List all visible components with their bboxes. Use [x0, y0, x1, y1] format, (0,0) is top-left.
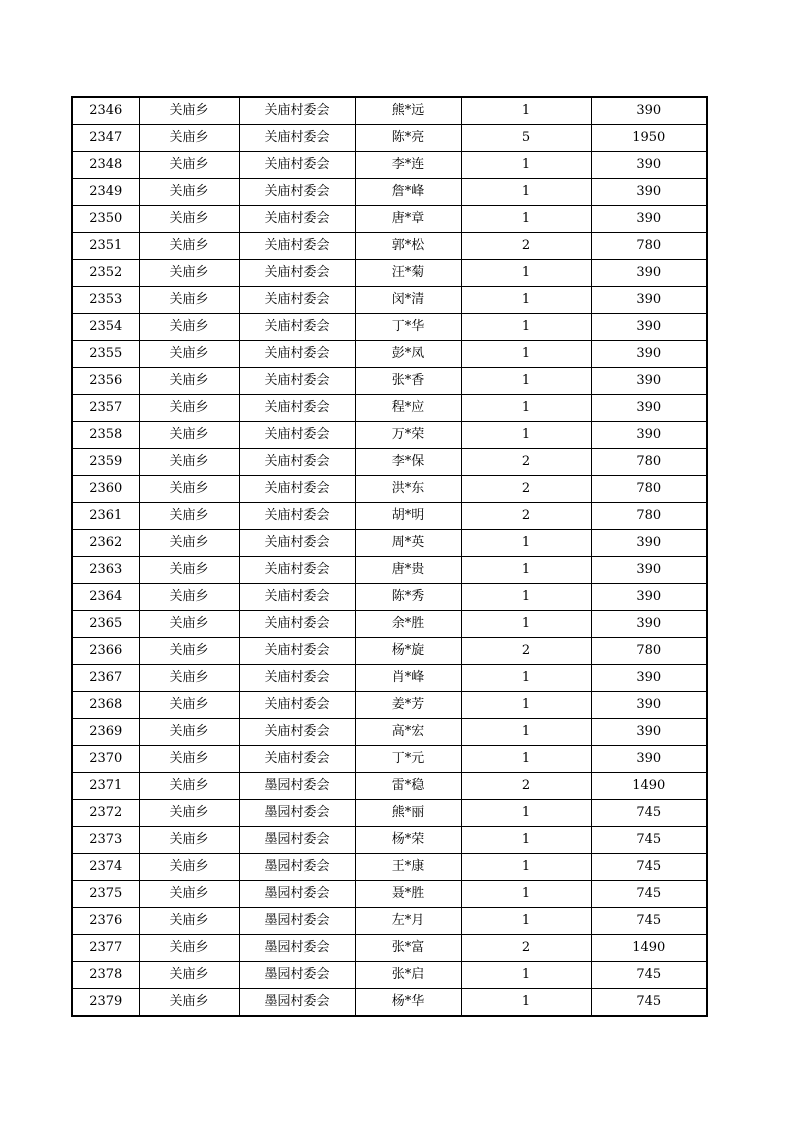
name-cell: 熊*丽 [355, 800, 461, 827]
name-cell: 熊*远 [355, 97, 461, 125]
name-cell: 杨*华 [355, 989, 461, 1017]
count-cell: 2 [461, 449, 591, 476]
count-cell: 1 [461, 665, 591, 692]
table-row [72, 557, 707, 584]
name-cell: 张*富 [355, 935, 461, 962]
table-row [72, 989, 707, 1017]
name-cell: 张*香 [355, 368, 461, 395]
village-committee-cell: 墨园村委会 [239, 773, 355, 800]
amount-cell: 745 [591, 881, 707, 908]
amount-cell: 390 [591, 395, 707, 422]
count-cell: 1 [461, 287, 591, 314]
amount-cell: 390 [591, 557, 707, 584]
amount-cell: 745 [591, 827, 707, 854]
count-cell: 1 [461, 395, 591, 422]
name-cell: 肖*峰 [355, 665, 461, 692]
serial-number-cell: 2350 [72, 206, 139, 233]
name-cell: 余*胜 [355, 611, 461, 638]
table-row [72, 611, 707, 638]
village-committee-cell: 关庙村委会 [239, 152, 355, 179]
name-cell: 王*康 [355, 854, 461, 881]
table-row [72, 233, 707, 260]
table-row [72, 206, 707, 233]
amount-cell: 1490 [591, 935, 707, 962]
count-cell: 1 [461, 206, 591, 233]
data-table [71, 96, 708, 1017]
count-cell: 2 [461, 935, 591, 962]
amount-cell: 780 [591, 503, 707, 530]
count-cell: 1 [461, 962, 591, 989]
village-committee-cell: 墨园村委会 [239, 800, 355, 827]
village-committee-cell: 关庙村委会 [239, 125, 355, 152]
serial-number-cell: 2373 [72, 827, 139, 854]
amount-cell: 390 [591, 260, 707, 287]
serial-number-cell: 2369 [72, 719, 139, 746]
township-cell: 关庙乡 [139, 476, 239, 503]
serial-number-cell: 2346 [72, 97, 139, 125]
serial-number-cell: 2367 [72, 665, 139, 692]
name-cell: 高*宏 [355, 719, 461, 746]
table-row [72, 665, 707, 692]
serial-number-cell: 2353 [72, 287, 139, 314]
name-cell: 唐*贵 [355, 557, 461, 584]
village-committee-cell: 关庙村委会 [239, 557, 355, 584]
table-row [72, 881, 707, 908]
serial-number-cell: 2360 [72, 476, 139, 503]
serial-number-cell: 2377 [72, 935, 139, 962]
table-row [72, 800, 707, 827]
village-committee-cell: 关庙村委会 [239, 341, 355, 368]
serial-number-cell: 2351 [72, 233, 139, 260]
serial-number-cell: 2363 [72, 557, 139, 584]
count-cell: 1 [461, 314, 591, 341]
count-cell: 1 [461, 557, 591, 584]
township-cell: 关庙乡 [139, 503, 239, 530]
serial-number-cell: 2365 [72, 611, 139, 638]
count-cell: 1 [461, 260, 591, 287]
table-row [72, 449, 707, 476]
table-row [72, 395, 707, 422]
village-committee-cell: 墨园村委会 [239, 962, 355, 989]
amount-cell: 780 [591, 476, 707, 503]
village-committee-cell: 关庙村委会 [239, 719, 355, 746]
count-cell: 1 [461, 881, 591, 908]
serial-number-cell: 2368 [72, 692, 139, 719]
amount-cell: 780 [591, 638, 707, 665]
name-cell: 杨*旋 [355, 638, 461, 665]
count-cell: 1 [461, 908, 591, 935]
name-cell: 万*荣 [355, 422, 461, 449]
serial-number-cell: 2361 [72, 503, 139, 530]
count-cell: 1 [461, 746, 591, 773]
amount-cell: 390 [591, 341, 707, 368]
township-cell: 关庙乡 [139, 773, 239, 800]
township-cell: 关庙乡 [139, 854, 239, 881]
name-cell: 丁*元 [355, 746, 461, 773]
count-cell: 1 [461, 368, 591, 395]
village-committee-cell: 墨园村委会 [239, 935, 355, 962]
amount-cell: 390 [591, 665, 707, 692]
amount-cell: 390 [591, 719, 707, 746]
village-committee-cell: 墨园村委会 [239, 827, 355, 854]
village-committee-cell: 关庙村委会 [239, 422, 355, 449]
serial-number-cell: 2356 [72, 368, 139, 395]
count-cell: 1 [461, 854, 591, 881]
township-cell: 关庙乡 [139, 422, 239, 449]
serial-number-cell: 2371 [72, 773, 139, 800]
amount-cell: 390 [591, 692, 707, 719]
name-cell: 周*英 [355, 530, 461, 557]
amount-cell: 390 [591, 746, 707, 773]
village-committee-cell: 关庙村委会 [239, 395, 355, 422]
serial-number-cell: 2359 [72, 449, 139, 476]
serial-number-cell: 2372 [72, 800, 139, 827]
amount-cell: 390 [591, 584, 707, 611]
township-cell: 关庙乡 [139, 260, 239, 287]
name-cell: 聂*胜 [355, 881, 461, 908]
serial-number-cell: 2355 [72, 341, 139, 368]
count-cell: 1 [461, 827, 591, 854]
name-cell: 洪*东 [355, 476, 461, 503]
name-cell: 程*应 [355, 395, 461, 422]
township-cell: 关庙乡 [139, 530, 239, 557]
name-cell: 雷*稳 [355, 773, 461, 800]
village-committee-cell: 关庙村委会 [239, 530, 355, 557]
count-cell: 1 [461, 97, 591, 125]
count-cell: 2 [461, 773, 591, 800]
township-cell: 关庙乡 [139, 152, 239, 179]
table-row [72, 476, 707, 503]
amount-cell: 390 [591, 287, 707, 314]
village-committee-cell: 墨园村委会 [239, 854, 355, 881]
table-row [72, 530, 707, 557]
village-committee-cell: 关庙村委会 [239, 314, 355, 341]
township-cell: 关庙乡 [139, 206, 239, 233]
township-cell: 关庙乡 [139, 746, 239, 773]
serial-number-cell: 2379 [72, 989, 139, 1017]
amount-cell: 390 [591, 314, 707, 341]
township-cell: 关庙乡 [139, 125, 239, 152]
count-cell: 2 [461, 233, 591, 260]
name-cell: 丁*华 [355, 314, 461, 341]
amount-cell: 390 [591, 179, 707, 206]
amount-cell: 780 [591, 449, 707, 476]
amount-cell: 390 [591, 97, 707, 125]
village-committee-cell: 关庙村委会 [239, 611, 355, 638]
township-cell: 关庙乡 [139, 287, 239, 314]
count-cell: 1 [461, 584, 591, 611]
table-row [72, 692, 707, 719]
count-cell: 1 [461, 341, 591, 368]
table-row [72, 152, 707, 179]
village-committee-cell: 关庙村委会 [239, 638, 355, 665]
count-cell: 1 [461, 692, 591, 719]
amount-cell: 745 [591, 800, 707, 827]
count-cell: 2 [461, 476, 591, 503]
amount-cell: 390 [591, 611, 707, 638]
serial-number-cell: 2376 [72, 908, 139, 935]
township-cell: 关庙乡 [139, 908, 239, 935]
name-cell: 李*保 [355, 449, 461, 476]
township-cell: 关庙乡 [139, 881, 239, 908]
township-cell: 关庙乡 [139, 719, 239, 746]
table-row [72, 935, 707, 962]
amount-cell: 745 [591, 854, 707, 881]
count-cell: 1 [461, 179, 591, 206]
name-cell: 彭*凤 [355, 341, 461, 368]
village-committee-cell: 关庙村委会 [239, 449, 355, 476]
township-cell: 关庙乡 [139, 179, 239, 206]
table-row [72, 314, 707, 341]
township-cell: 关庙乡 [139, 935, 239, 962]
amount-cell: 390 [591, 206, 707, 233]
village-committee-cell: 关庙村委会 [239, 206, 355, 233]
table-row [72, 97, 707, 125]
amount-cell: 745 [591, 989, 707, 1017]
serial-number-cell: 2347 [72, 125, 139, 152]
name-cell: 陈*亮 [355, 125, 461, 152]
table-row [72, 773, 707, 800]
village-committee-cell: 关庙村委会 [239, 260, 355, 287]
village-committee-cell: 关庙村委会 [239, 692, 355, 719]
township-cell: 关庙乡 [139, 692, 239, 719]
count-cell: 2 [461, 503, 591, 530]
count-cell: 1 [461, 422, 591, 449]
table-row [72, 719, 707, 746]
township-cell: 关庙乡 [139, 665, 239, 692]
name-cell: 詹*峰 [355, 179, 461, 206]
count-cell: 1 [461, 800, 591, 827]
village-committee-cell: 关庙村委会 [239, 287, 355, 314]
township-cell: 关庙乡 [139, 611, 239, 638]
amount-cell: 390 [591, 530, 707, 557]
table-row [72, 422, 707, 449]
amount-cell: 390 [591, 152, 707, 179]
township-cell: 关庙乡 [139, 962, 239, 989]
name-cell: 杨*荣 [355, 827, 461, 854]
table-row [72, 341, 707, 368]
table-row [72, 746, 707, 773]
township-cell: 关庙乡 [139, 368, 239, 395]
name-cell: 姜*芳 [355, 692, 461, 719]
count-cell: 1 [461, 152, 591, 179]
amount-cell: 390 [591, 422, 707, 449]
amount-cell: 390 [591, 368, 707, 395]
table-row [72, 368, 707, 395]
amount-cell: 1490 [591, 773, 707, 800]
serial-number-cell: 2375 [72, 881, 139, 908]
name-cell: 张*启 [355, 962, 461, 989]
village-committee-cell: 关庙村委会 [239, 97, 355, 125]
serial-number-cell: 2357 [72, 395, 139, 422]
village-committee-cell: 墨园村委会 [239, 989, 355, 1017]
village-committee-cell: 关庙村委会 [239, 746, 355, 773]
table-row [72, 908, 707, 935]
village-committee-cell: 关庙村委会 [239, 584, 355, 611]
village-committee-cell: 关庙村委会 [239, 476, 355, 503]
village-committee-cell: 关庙村委会 [239, 179, 355, 206]
table-row [72, 827, 707, 854]
table-row [72, 503, 707, 530]
township-cell: 关庙乡 [139, 314, 239, 341]
township-cell: 关庙乡 [139, 638, 239, 665]
serial-number-cell: 2378 [72, 962, 139, 989]
township-cell: 关庙乡 [139, 97, 239, 125]
table-row [72, 584, 707, 611]
amount-cell: 1950 [591, 125, 707, 152]
count-cell: 1 [461, 611, 591, 638]
table-row [72, 125, 707, 152]
count-cell: 5 [461, 125, 591, 152]
township-cell: 关庙乡 [139, 395, 239, 422]
serial-number-cell: 2358 [72, 422, 139, 449]
serial-number-cell: 2354 [72, 314, 139, 341]
table-body [72, 97, 707, 1016]
serial-number-cell: 2352 [72, 260, 139, 287]
table-row [72, 854, 707, 881]
village-committee-cell: 墨园村委会 [239, 881, 355, 908]
table-row [72, 260, 707, 287]
serial-number-cell: 2374 [72, 854, 139, 881]
name-cell: 左*月 [355, 908, 461, 935]
name-cell: 唐*章 [355, 206, 461, 233]
amount-cell: 780 [591, 233, 707, 260]
name-cell: 陈*秀 [355, 584, 461, 611]
table-row [72, 638, 707, 665]
amount-cell: 745 [591, 908, 707, 935]
village-committee-cell: 关庙村委会 [239, 503, 355, 530]
township-cell: 关庙乡 [139, 827, 239, 854]
village-committee-cell: 关庙村委会 [239, 233, 355, 260]
amount-cell: 745 [591, 962, 707, 989]
name-cell: 李*连 [355, 152, 461, 179]
table-row [72, 962, 707, 989]
village-committee-cell: 关庙村委会 [239, 368, 355, 395]
serial-number-cell: 2366 [72, 638, 139, 665]
township-cell: 关庙乡 [139, 584, 239, 611]
name-cell: 胡*明 [355, 503, 461, 530]
township-cell: 关庙乡 [139, 800, 239, 827]
township-cell: 关庙乡 [139, 449, 239, 476]
name-cell: 郭*松 [355, 233, 461, 260]
serial-number-cell: 2349 [72, 179, 139, 206]
serial-number-cell: 2364 [72, 584, 139, 611]
count-cell: 1 [461, 989, 591, 1017]
serial-number-cell: 2370 [72, 746, 139, 773]
count-cell: 1 [461, 530, 591, 557]
count-cell: 2 [461, 638, 591, 665]
township-cell: 关庙乡 [139, 233, 239, 260]
township-cell: 关庙乡 [139, 989, 239, 1017]
township-cell: 关庙乡 [139, 341, 239, 368]
name-cell: 汪*菊 [355, 260, 461, 287]
table-row [72, 179, 707, 206]
serial-number-cell: 2348 [72, 152, 139, 179]
serial-number-cell: 2362 [72, 530, 139, 557]
township-cell: 关庙乡 [139, 557, 239, 584]
village-committee-cell: 墨园村委会 [239, 908, 355, 935]
village-committee-cell: 关庙村委会 [239, 665, 355, 692]
count-cell: 1 [461, 719, 591, 746]
table-row [72, 287, 707, 314]
name-cell: 闵*清 [355, 287, 461, 314]
